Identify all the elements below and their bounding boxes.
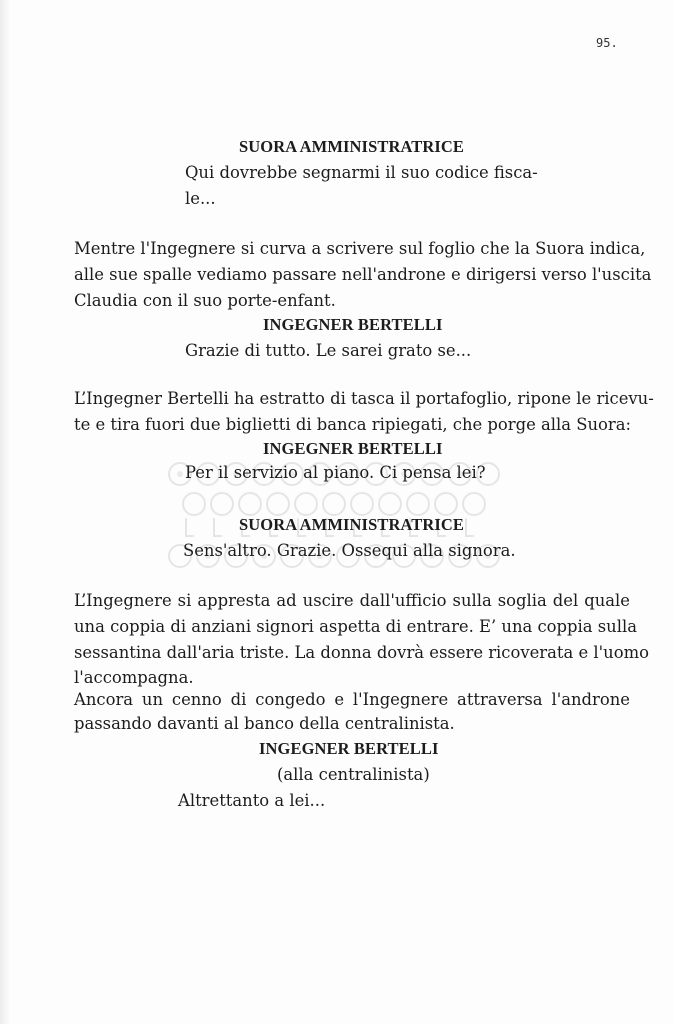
dialogue-line: Grazie di tutto. Le sarei grato se...	[185, 341, 472, 360]
action-line: Mentre l'Ingegnere si curva a scrivere sul foglio che la Suora indica,	[74, 239, 646, 258]
action-line: Claudia con il suo porte-enfant.	[74, 291, 336, 310]
action-line: te e tira fuori due biglietti di banca ripiegati, che porge alla Suora:	[74, 415, 632, 434]
character-name: SUORA AMMINISTRATRICE	[239, 515, 465, 534]
character-name: SUORA AMMINISTRATRICE	[239, 137, 465, 156]
dialogue-line: Altrettanto a lei...	[178, 791, 326, 810]
action-line: L’Ingegner Bertelli ha estratto di tasca il portafoglio, ripone le ricevu-	[74, 389, 654, 408]
dialogue-line: Per il servizio al piano. Ci pensa lei?	[185, 463, 486, 482]
dialogue-line: Sens'altro. Grazie. Ossequi alla signora.	[183, 541, 516, 560]
action-line: sessantina dall'aria triste. La donna dovrà essere ricoverata e l'uomo	[74, 643, 649, 662]
character-name: INGEGNER BERTELLI	[263, 315, 443, 334]
action-line: L’Ingegnere si appresta ad uscire dall'ufficio sulla soglia del quale	[74, 591, 630, 610]
action-line: passando davanti al banco della centralinista.	[74, 714, 455, 733]
character-name: INGEGNER BERTELLI	[259, 739, 439, 758]
page-number: 95.	[596, 36, 618, 50]
action-line: una coppia di anziani signori aspetta di entrare. E’ una coppia sulla	[74, 617, 637, 636]
action-line: l'accompagna.	[74, 668, 194, 687]
parenthetical: (alla centralinista)	[277, 765, 430, 784]
dialogue-line: le...	[185, 189, 216, 208]
action-line: alle sue spalle vediamo passare nell'androne e dirigersi verso l'uscita	[74, 265, 652, 284]
action-line: Ancora un cenno di congedo e l'Ingegnere attraversa l'androne	[74, 690, 630, 709]
dialogue-line: Qui dovrebbe segnarmi il suo codice fisca-	[185, 163, 538, 182]
character-name: INGEGNER BERTELLI	[263, 439, 443, 458]
page-edge-shadow	[0, 0, 10, 1024]
